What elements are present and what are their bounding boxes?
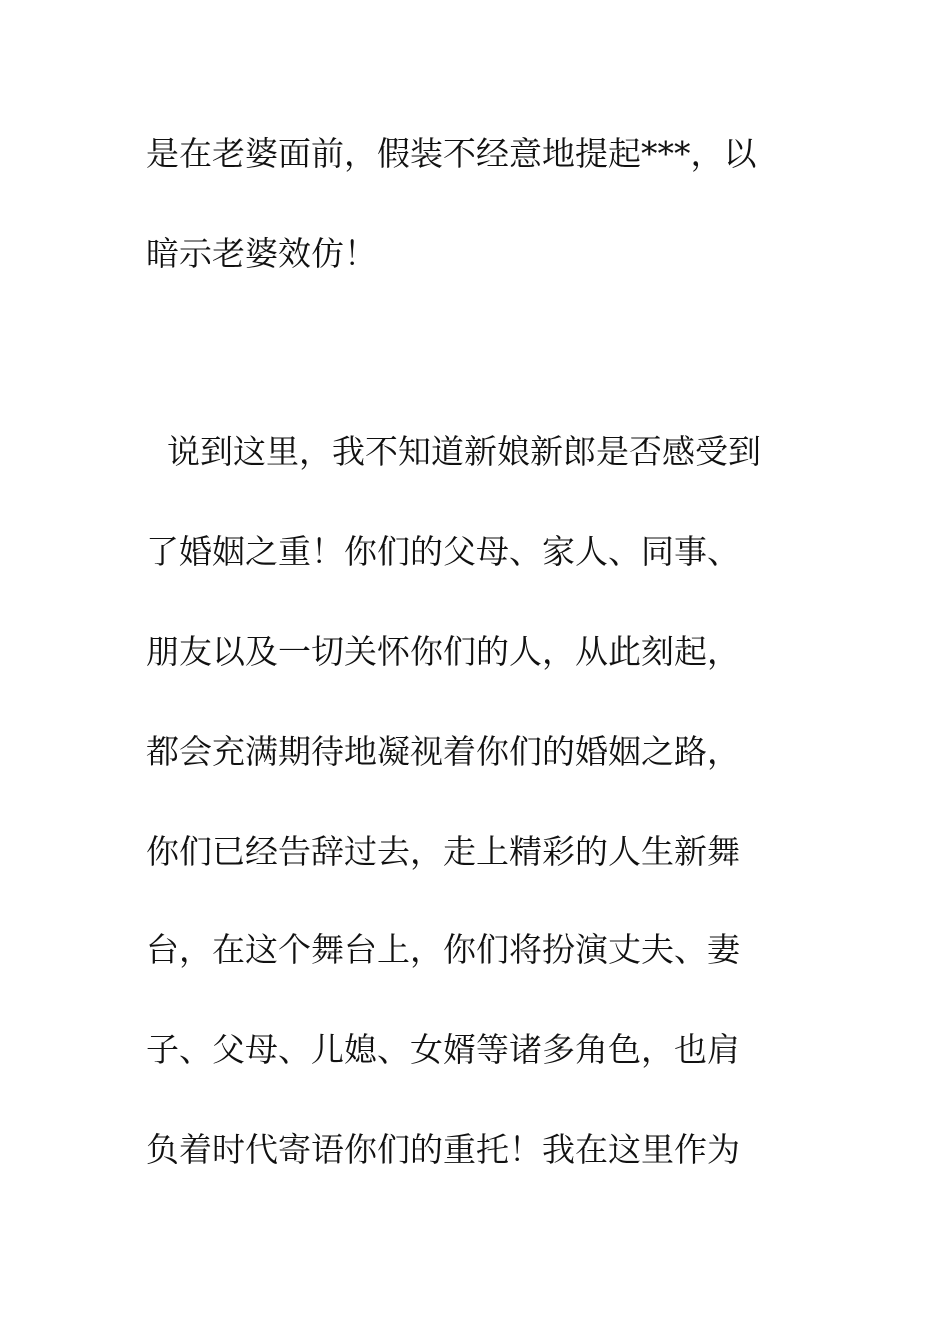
paragraph-2-line-5: 你们已经告辞过去，走上精彩的人生新舞 [146, 832, 740, 871]
paragraph-2-line-7: 子、父母、儿媳、女婿等诸多角色，也肩 [146, 1030, 740, 1069]
paragraph-1-line-2: 暗示老婆效仿！ [146, 234, 377, 273]
paragraph-2-line-3: 朋友以及一切关怀你们的人，从此刻起， [146, 632, 740, 671]
paragraph-2-line-4: 都会充满期待地凝视着你们的婚姻之路， [146, 732, 740, 771]
paragraph-2-line-8: 负着时代寄语你们的重托！我在这里作为 [146, 1130, 740, 1169]
paragraph-1-line-1: 是在老婆面前，假装不经意地提起***，以 [146, 134, 757, 173]
paragraph-2-line-6: 台，在这个舞台上，你们将扮演丈夫、妻 [146, 930, 740, 969]
paragraph-2-line-1: 说到这里，我不知道新娘新郎是否感受到 [146, 432, 761, 471]
paragraph-2-line-2: 了婚姻之重！你们的父母、家人、同事、 [146, 532, 740, 571]
